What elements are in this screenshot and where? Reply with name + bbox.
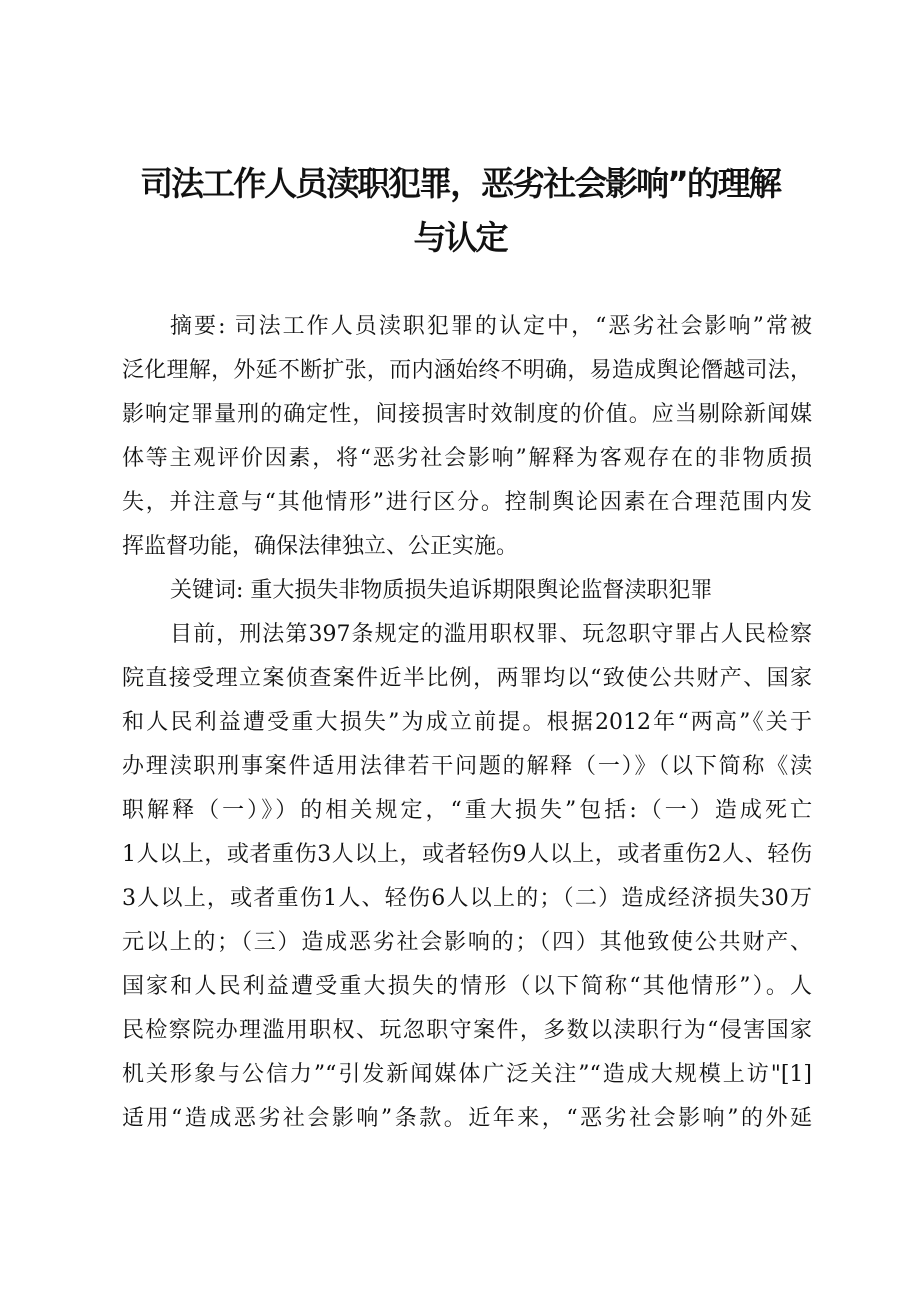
abstract-line: 体等主观评价因素，将“恶劣社会影响”解释为客观存在的非物质损: [122, 446, 812, 471]
document-title-line-1: 司法工作人员渎职犯罪，恶劣社会影响”的理解: [140, 164, 780, 203]
body-line: 3人以上，或者重伤1人、轻伤6人以上的；（二）造成经济损失30万: [122, 886, 812, 911]
keywords-line: 关键词: 重大损失非物质损失追诉期限舆论监督渎职犯罪: [170, 578, 713, 603]
body-line: 国家和人民利益遭受重大损失的情形（以下简称“其他情形”）。人: [122, 974, 812, 999]
document-title-line-2: 与认定: [413, 218, 507, 257]
body-line: 适用“造成恶劣社会影响”条款。近年来，“恶劣社会影响”的外延: [122, 1106, 812, 1131]
abstract-line: 失，并注意与“其他情形”进行区分。控制舆论因素在合理范围内发: [122, 490, 812, 515]
body-line: 院直接受理立案侦查案件近半比例，两罪均以“致使公共财产、国家: [122, 666, 812, 691]
body-line: 办理渎职刑事案件适用法律若干问题的解释（一）》（以下简称《渎: [122, 754, 812, 779]
body-line: 和人民利益遭受重大损失”为成立前提。根据2012年“两高”《关于: [122, 710, 812, 735]
body-line: 机关形象与公信力”“引发新闻媒体广泛关注”“造成大规模上访"[1]: [122, 1062, 812, 1087]
abstract-line: 摘要: 司法工作人员渎职犯罪的认定中，“恶劣社会影响”常被: [170, 314, 812, 339]
body-line: 元以上的；（三）造成恶劣社会影响的；（四）其他致使公共财产、: [122, 930, 812, 955]
abstract-line: 挥监督功能，确保法律独立、公正实施。: [122, 534, 519, 559]
body-line: 民检察院办理滥用职权、玩忽职守案件，多数以渎职行为“侵害国家: [122, 1018, 812, 1043]
body-line: 1人以上，或者重伤3人以上，或者轻伤9人以上，或者重伤2人、轻伤: [122, 842, 812, 867]
abstract-line: 影响定罪量刑的确定性，间接损害时效制度的价值。应当剔除新闻媒: [122, 402, 812, 427]
body-line: 职解释（一）》）的相关规定，“重大损失”包括:（一）造成死亡: [122, 798, 812, 823]
body-line: 目前，刑法第397条规定的滥用职权罪、玩忽职守罪占人民检察: [170, 622, 812, 647]
abstract-line: 泛化理解，外延不断扩张，而内涵始终不明确，易造成舆论僭越司法，: [122, 358, 812, 383]
